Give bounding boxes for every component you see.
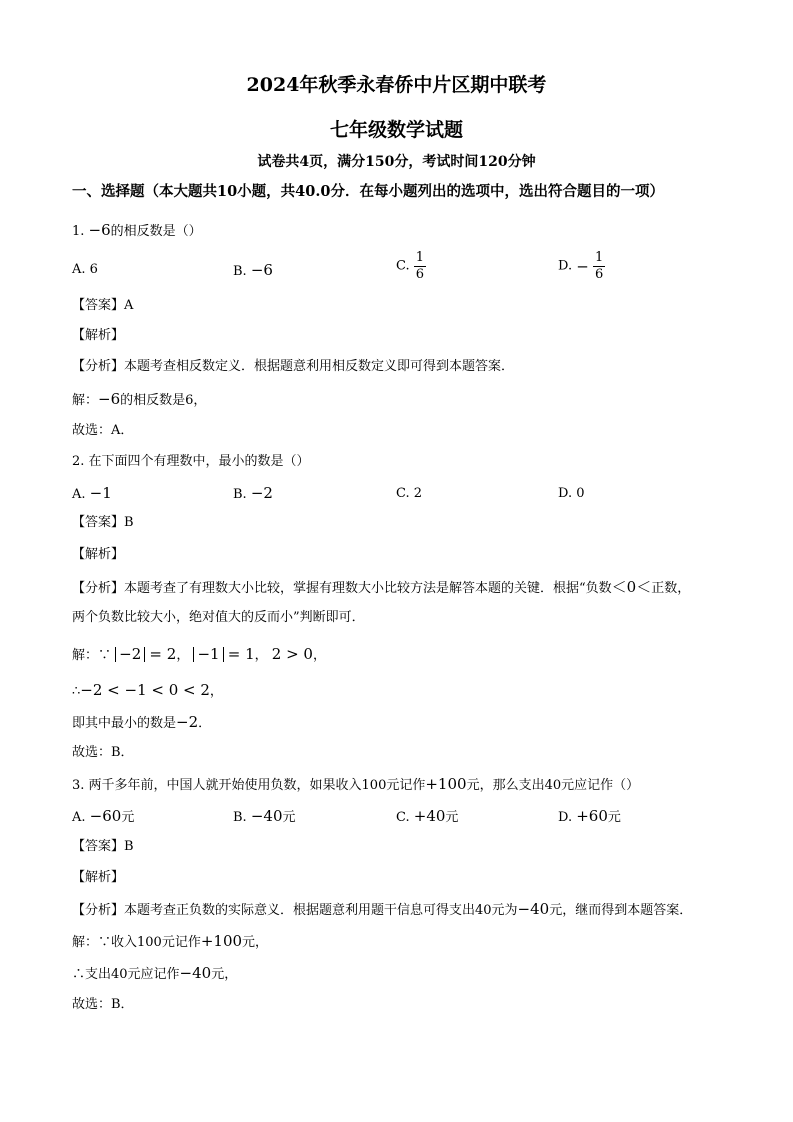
q1-analysis: 【分析】本题考查相反数定义．根据题意利用相反数定义即可得到本题答案． [72,359,515,374]
q3-option-c: C. +40元 [396,807,459,825]
q1-number: 1. [72,224,85,239]
q2-analysis-line2: 两个负数比较大小，绝对值大的反而小”判断即可． [72,610,365,625]
q2-analysis-head: 【解析】 [72,547,125,562]
q3-option-d: D. +60元 [558,807,621,825]
q1-stem-rest: 的相反数是（） [110,224,202,239]
q1-option-b: B. −6 [233,261,273,279]
q3-analysis: 【分析】本题考查正负数的实际意义．根据题意利用题干信息可得支出40元为−40元，继而得到本题答案． [72,900,693,918]
q1-value: −6 [88,221,111,239]
q1-option-d-fraction: $\frac{1}{6}$ [594,250,604,282]
q3-analysis-head: 【解析】 [72,870,125,885]
q1-option-d: D. − $\frac{1}{6}$ [558,250,604,282]
q2-stem: 2. 在下面四个有理数中，最小的数是（） [72,454,310,469]
q2-min: 即其中最小的数是−2． [72,713,212,731]
q3-solution-2: ∴支出40元应记作−40元， [72,964,238,982]
q1-option-c: C. $\frac{1}{6}$ [396,250,425,282]
q2-option-d: D. 0 [558,486,585,501]
q1-analysis-head: 【解析】 [72,328,125,343]
q1-solution: 解：−6的相反数是6， [72,390,207,408]
q3-option-b: B. −40元 [233,807,296,825]
q2-abs-1: −2 [115,647,145,662]
q1-option-a: A. 6 [72,262,98,277]
q2-solution: 解：∵ −2 = 2， −1 = 1， 2 > 0， [72,645,326,663]
q3-answer: 【答案】B [72,839,134,854]
q2-choose: 故选：B． [72,745,134,760]
q3-option-a: A. −60元 [72,807,135,825]
exam-info: 试卷共4页，满分150分，考试时间120分钟 [257,154,536,170]
section-heading: 一、选择题（本大题共10小题，共40.0分．在每小题列出的选项中，选出符合题目的一项） [72,183,664,200]
q2-option-c: C. 2 [396,486,423,501]
q1-answer: 【答案】A [72,298,134,313]
q2-option-a: A. −1 [72,484,112,502]
q2-answer: 【答案】B [72,515,134,530]
q2-analysis-line1: 【分析】本题考查了有理数大小比较，掌握有理数大小比较方法是解答本题的关键．根据“负数＜0＜正数， [72,578,691,596]
q3-choose: 故选：B． [72,997,134,1012]
q2-abs-2: −1 [193,647,223,662]
q3-stem: 3. 两千多年前，中国人就开始使用负数，如果收入100元记作+100元，那么支出40元应记作（） [72,775,640,793]
q1-choose: 故选：A． [72,423,134,438]
q1-stem [72,221,202,241]
q2-chain: ∴−2 < −1 < 0 < 2， [72,681,223,699]
q3-solution-1: 解：∵收入100元记作+100元， [72,932,269,950]
exam-title: 2024年秋季永春侨中片区期中联考 [246,74,547,96]
q1-option-c-fraction: $\frac{1}{6}$ [415,250,425,282]
exam-subtitle: 七年级数学试题 [329,119,463,141]
q2-option-b: B. −2 [233,484,273,502]
